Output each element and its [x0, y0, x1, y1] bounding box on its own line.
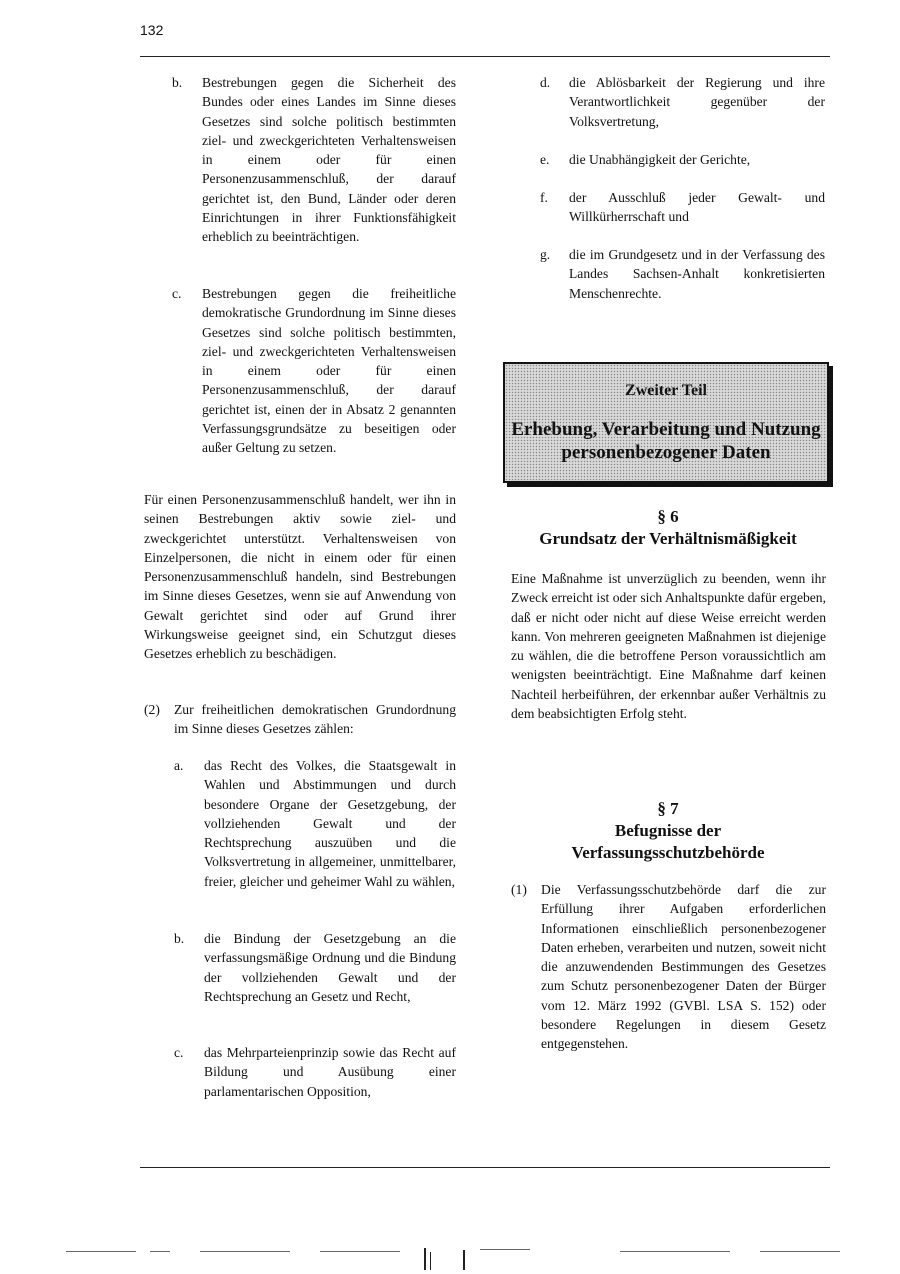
item-e-text: die Unabhängigkeit der Gerichte,	[569, 152, 751, 167]
sub-b-label: b.	[174, 931, 185, 946]
sub-a-text: das Recht des Volkes, die Staatsgewalt in Wahlen und Abstimmungen und durch besondere Organe der Gesetzgebung, der vollziehenden Gewalt und der Rechtsprechung auszuüben und die Volksvertretung in allgemeiner, unmittelbarer, freier, gleicher und geheimer Wahl zu wählen,	[204, 758, 456, 889]
page-number: 132	[140, 22, 164, 38]
scan-fragment	[620, 1251, 730, 1252]
part-heading-title: Erhebung, Verarbeitung und Nutzung personenbezogener Daten	[511, 419, 821, 463]
scan-fragment	[320, 1251, 400, 1252]
part-heading-box	[503, 362, 829, 483]
footer-rule	[140, 1167, 830, 1168]
sub-b-text: die Bindung der Gesetzgebung an die verfassungsmäßige Ordnung und die Bindung der vollziehenden Gewalt und der Rechtsprechung an Gesetz und Recht,	[204, 931, 456, 1004]
section-6-text: Eine Maßnahme ist unverzüglich zu beenden, wenn ihr Zweck erreicht ist oder sich Anhaltspunkte dafür ergeben, daß er nicht oder nicht auf diese Weise erreicht werden kann. Von mehreren geeigneten Maßnahmen ist diejenige zu wählen, die die betroffene Person voraussichtlich am wenigsten beeinträchtigt. Eine Maßnahme darf keinen Nachteil herbeiführen, der erkennbar außer Verhältnis zu dem beabsichtigten Erfolg steht.	[511, 571, 826, 722]
item-d-text: die Ablösbarkeit der Regierung und ihre Verantwortlichkeit gegenüber der Volksvertretung,	[569, 75, 825, 129]
item-c-text: Bestrebungen gegen die freiheitliche demokratische Grundordnung im Sinne dieses Gesetzes sind solche politisch bestimmten, ziel- und zweckgerichteten Verhaltensweisen in einem oder für einen Personenzusammenschluß, der darauf gerichtet ist, einen der in Absatz 2 genannten Verfassungsgrundsätze zu beseitigen oder außer Geltung zu setzen.	[202, 286, 456, 456]
absatz-2-text: Zur freiheitlichen demokratischen Grundordnung im Sinne dieses Gesetzes zählen:	[174, 702, 456, 737]
section-6-number: § 6	[657, 507, 679, 526]
sub-c-text: das Mehrparteienprinzip sowie das Recht auf Bildung und Ausübung einer parlamentarischen Opposition,	[204, 1045, 456, 1099]
item-f-text: der Ausschluß jeder Gewalt- und Willkürherrschaft und	[569, 190, 825, 225]
scan-mark	[463, 1250, 465, 1270]
scan-fragment	[66, 1251, 136, 1252]
section-7-title: Befugnisse der Verfassungsschutzbehörde	[571, 821, 765, 862]
scan-fragment	[150, 1251, 170, 1252]
section-7-absatz-1-label: (1)	[511, 882, 527, 897]
scan-mark	[424, 1248, 426, 1270]
sub-a-label: a.	[174, 758, 184, 773]
section-7-number: § 7	[657, 799, 679, 818]
item-c-label: c.	[172, 286, 182, 301]
paragraph-personenzusammenschluss: Für einen Personenzusammenschluß handelt, wer ihn in seinen Bestrebungen aktiv sowie ziel- und zweckgerichtet unterstützt. Verhaltensweisen von Einzelpersonen, die nicht in einem oder für einen Personenzusammenschluß handeln, sind Bestrebungen im Sinne dieses Gesetzes, wenn sie auf Anwendung von Gewalt gerichtet sind oder auf Grund ihrer Wirkungsweise geeignet sind, ein Schutzgut dieses Gesetzes erheblich zu beschädigen.	[144, 492, 456, 662]
item-d-label: d.	[540, 75, 551, 90]
section-6-title: Grundsatz der Verhältnismäßigkeit	[539, 529, 797, 548]
part-heading-number: Zweiter Teil	[625, 382, 707, 399]
item-f-label: f.	[540, 190, 548, 205]
item-b-label: b.	[172, 75, 183, 90]
absatz-2-label: (2)	[144, 702, 160, 717]
sub-c-label: c.	[174, 1045, 184, 1060]
scan-fragment	[480, 1249, 530, 1250]
scan-mark	[430, 1252, 431, 1270]
section-7-absatz-1-text: Die Verfassungsschutzbehörde darf die zur Erfüllung ihrer Aufgaben erforderlichen Informationen einschließlich personenbezogener Daten erheben, verarbeiten und nutzen, soweit nicht die anzuwendenden Bestimmungen des Gesetzes zum Schutz personenbezogener Daten der Bürger vom 12. März 1992 (GVBl. LSA S. 152) oder besondere Regelungen in diesem Gesetz entgegenstehen.	[541, 882, 826, 1052]
item-g-label: g.	[540, 247, 551, 262]
scan-fragment	[760, 1251, 840, 1252]
item-g-text: die im Grundgesetz und in der Verfassung des Landes Sachsen-Anhalt konkretisierten Menschenrechte.	[569, 247, 825, 301]
scan-fragment	[200, 1251, 290, 1252]
header-rule	[140, 56, 830, 57]
item-b-text: Bestrebungen gegen die Sicherheit des Bundes oder eines Landes im Sinne dieses Gesetzes sind solche politisch bestimmten ziel- und zweckgerichteten Verhaltensweisen in einem oder für einen Personenzusammenschluß, der darauf gerichtet ist, den Bund, Länder oder deren Einrichtungen in ihrer Funktionsfähigkeit erheblich zu beeinträchtigen.	[202, 75, 456, 245]
item-e-label: e.	[540, 152, 550, 167]
